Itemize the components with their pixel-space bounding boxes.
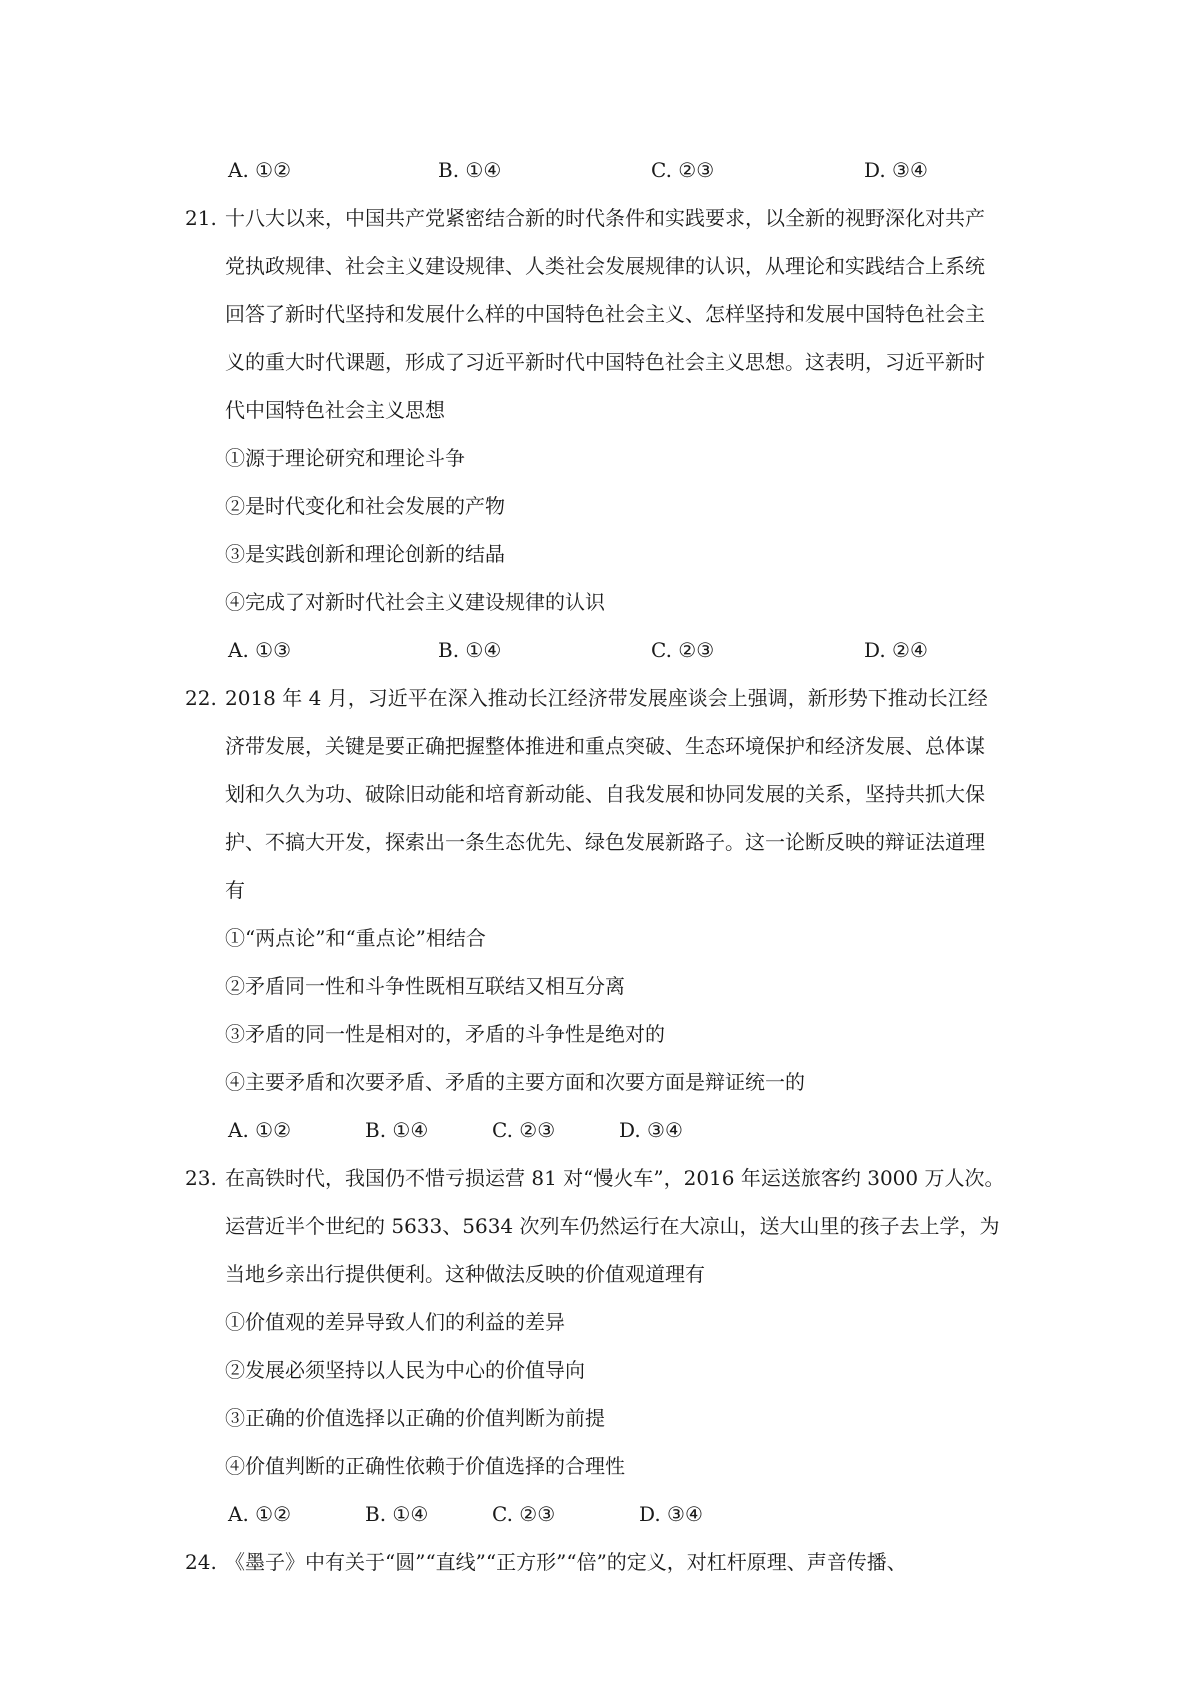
q22-option-b: B. ①④ [365,1118,429,1142]
q23-stem-text: 在高铁时代，我国仍不惜亏损运营 81 对“慢火车”，2016 年运送旅客约 3000 万人次。 [225,1166,1005,1190]
q22-statement-text: ③矛盾的同一性是相对的，矛盾的斗争性是绝对的 [225,1022,665,1046]
q22-stem-line-3 [0,772,1200,816]
q21-option-b: B. ①④ [438,638,502,662]
q20-option-c: C. ②③ [651,158,715,182]
q21-statement-2 [0,484,1200,528]
q22-option-c: C. ②③ [492,1118,556,1142]
q20-option-d: D. ③④ [864,158,928,182]
q21-statement-text: ③是实践创新和理论创新的结晶 [225,542,505,566]
q21-stem-line-2 [0,244,1200,288]
q21-statement-text: ④完成了对新时代社会主义建设规律的认识 [225,590,605,614]
q22-statement-3 [0,1012,1200,1056]
q23-number: 23. [185,1166,217,1190]
q21-option-d: D. ②④ [864,638,928,662]
q21-stem-line-4 [0,340,1200,384]
q21-statement-3 [0,532,1200,576]
q22-statement-text: ④主要矛盾和次要矛盾、矛盾的主要方面和次要方面是辩证统一的 [225,1070,805,1094]
q21-stem-text: 代中国特色社会主义思想 [225,398,445,422]
q21-statement-text: ②是时代变化和社会发展的产物 [225,494,505,518]
q21-stem-text: 义的重大时代课题，形成了习近平新时代中国特色社会主义思想。这表明，习近平新时 [225,350,985,374]
q23-stem-line-2 [0,1204,1200,1248]
q23-stem-line-3 [0,1252,1200,1296]
q21-option-a: A. ①③ [228,638,292,662]
q23-statement-1 [0,1300,1200,1344]
q22-statement-1 [0,916,1200,960]
q20-options [0,148,1200,192]
q22-stem-line-5 [0,868,1200,912]
q20-option-b: B. ①④ [438,158,502,182]
q22-options [0,1108,1200,1152]
q22-stem-text: 划和久久为功、破除旧动能和培育新动能、自我发展和协同发展的关系，坚持共抓大保 [225,782,985,806]
q21-statement-1 [0,436,1200,480]
q23-option-c: C. ②③ [492,1502,556,1526]
q23-option-b: B. ①④ [365,1502,429,1526]
q21-stem-text: 回答了新时代坚持和发展什么样的中国特色社会主义、怎样坚持和发展中国特色社会主 [225,302,985,326]
q21-stem-text: 党执政规律、社会主义建设规律、人类社会发展规律的认识，从理论和实践结合上系统 [225,254,985,278]
q23-statement-2 [0,1348,1200,1392]
q24-stem-line-1 [0,1540,1200,1584]
q23-statement-4 [0,1444,1200,1488]
q23-statement-3 [0,1396,1200,1440]
q24-stem-text: 《墨子》中有关于“圆”“直线”“正方形”“倍”的定义，对杠杆原理、声音传播、 [225,1550,907,1574]
q22-stem-line-2 [0,724,1200,768]
q23-option-d: D. ③④ [639,1502,703,1526]
q23-option-a: A. ①② [228,1502,292,1526]
q21-stem-text: 十八大以来，中国共产党紧密结合新的时代条件和实践要求，以全新的视野深化对共产 [225,206,985,230]
q22-option-d: D. ③④ [619,1118,683,1142]
q21-stem-line-3 [0,292,1200,336]
q21-options [0,628,1200,672]
q22-stem-text: 济带发展，关键是要正确把握整体推进和重点突破、生态环境保护和经济发展、总体谋 [225,734,985,758]
q23-statement-text: ②发展必须坚持以人民为中心的价值导向 [225,1358,585,1382]
q21-statement-text: ①源于理论研究和理论斗争 [225,446,465,470]
q22-statement-text: ①“两点论”和“重点论”相结合 [225,926,486,950]
q21-number: 21. [185,206,217,230]
q22-statement-text: ②矛盾同一性和斗争性既相互联结又相互分离 [225,974,625,998]
q20-option-a: A. ①② [228,158,292,182]
q21-option-c: C. ②③ [651,638,715,662]
q21-stem-line-1 [0,196,1200,240]
q23-statement-text: ④价值判断的正确性依赖于价值选择的合理性 [225,1454,625,1478]
q23-stem-text: 运营近半个世纪的 5633、5634 次列车仍然运行在大凉山，送大山里的孩子去上学，为 [225,1214,1000,1238]
q24-number: 24. [185,1550,217,1574]
q22-statement-2 [0,964,1200,1008]
q23-stem-line-1 [0,1156,1200,1200]
q21-stem-line-5 [0,388,1200,432]
q22-stem-text: 护、不搞大开发，探索出一条生态优先、绿色发展新路子。这一论断反映的辩证法道理 [225,830,985,854]
q22-stem-line-1 [0,676,1200,720]
q22-stem-line-4 [0,820,1200,864]
q22-stem-text: 2018 年 4 月，习近平在深入推动长江经济带发展座谈会上强调，新形势下推动长江经 [225,686,988,710]
q22-number: 22. [185,686,217,710]
q22-option-a: A. ①② [228,1118,292,1142]
q21-statement-4 [0,580,1200,624]
q23-statement-text: ①价值观的差异导致人们的利益的差异 [225,1310,565,1334]
q23-stem-text: 当地乡亲出行提供便利。这种做法反映的价值观道理有 [225,1262,705,1286]
q23-options [0,1492,1200,1536]
q22-stem-text: 有 [225,878,245,902]
q23-statement-text: ③正确的价值选择以正确的价值判断为前提 [225,1406,605,1430]
q22-statement-4 [0,1060,1200,1104]
